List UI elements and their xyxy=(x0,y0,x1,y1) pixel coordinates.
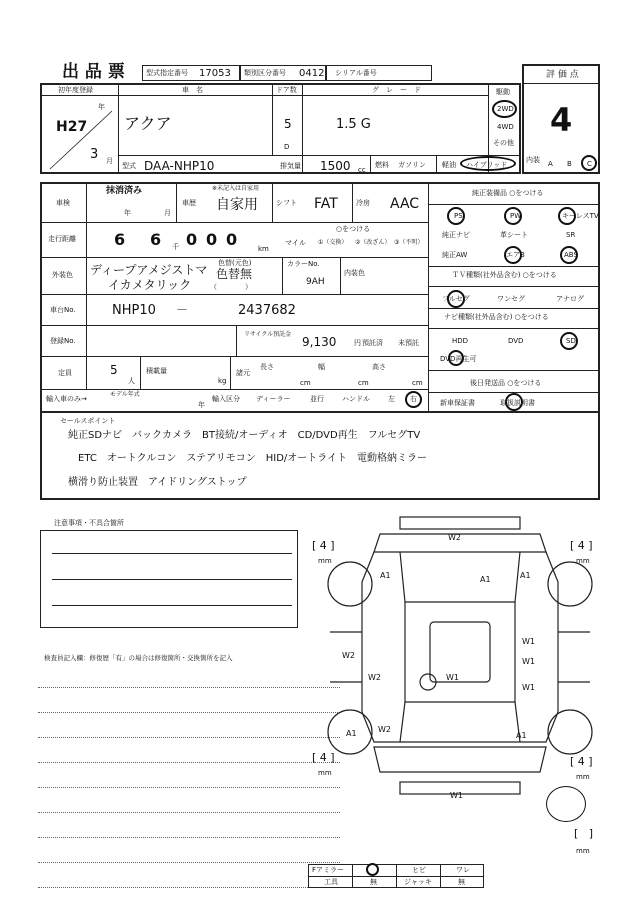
mileage-digit-1: 6 xyxy=(114,230,126,249)
diagram-label-a1-rr: A1 xyxy=(516,731,527,740)
car-diagram xyxy=(310,512,610,812)
chassis-number: 2437682 xyxy=(238,303,296,318)
fuel-hybrid-circle xyxy=(460,156,516,171)
score-value: 4 xyxy=(550,101,573,139)
class-number: 0412 xyxy=(299,68,325,79)
score-label: 評 価 点 xyxy=(546,70,579,80)
doors-value: 5 xyxy=(284,117,292,131)
tire-depth-rl: [ 4 ] xyxy=(312,751,335,764)
repaint-value: 色替無 xyxy=(216,267,253,281)
shift-value: FAT xyxy=(314,196,338,212)
ps-circle xyxy=(447,207,465,225)
exterior-color-line1: ディープアメジストマ xyxy=(90,263,208,277)
slash-divider xyxy=(40,97,120,172)
dvd-play-circle xyxy=(448,350,464,366)
tire-depth-rr: [ 4 ] xyxy=(570,755,593,768)
class-number-box: 類別区分番号 0412 xyxy=(240,65,326,81)
page-title: 出 品 票 xyxy=(62,62,125,82)
sd-circle xyxy=(560,332,578,350)
mileage-digit-2: 6 xyxy=(150,230,162,249)
exterior-color-line2: イカメタリック xyxy=(108,278,192,292)
diagram-label-w1-rd: W1 xyxy=(522,657,535,666)
displacement-value: 1500 xyxy=(320,159,351,173)
diagram-label-w1-rear: W1 xyxy=(450,791,463,800)
inspector-label: 検査員記入欄：修復歴「有」の場合は修復箇所・交換箇所を記入 xyxy=(44,654,233,662)
diagram-label-a1-rl: A1 xyxy=(346,729,357,738)
diagram-label-w1-rf: W1 xyxy=(522,637,535,646)
diagram-label-w1-rr: W1 xyxy=(522,683,535,692)
model-number-box: 型式指定番号 17053 xyxy=(142,65,240,81)
handle-right-circle xyxy=(405,391,422,408)
diagram-label-w2-ld: W2 xyxy=(368,673,381,682)
spare-tire-circle xyxy=(546,786,586,822)
recycle-value: 9,130 xyxy=(302,335,337,349)
diagram-label-w2-rl: W2 xyxy=(378,725,391,734)
type-value: DAA-NHP10 xyxy=(144,159,215,173)
tire-depth-fr: [ 4 ] xyxy=(570,539,593,552)
first-reg-month: 3 xyxy=(90,147,99,162)
diagram-label-w1-roof: W1 xyxy=(446,673,459,682)
fullseg-circle xyxy=(447,290,465,308)
grade-value: 1.5 G xyxy=(336,117,371,132)
model-number: 17053 xyxy=(199,68,231,79)
drive-2wd-circle xyxy=(492,100,517,118)
interior-c-circle xyxy=(581,155,597,171)
vehicle-name: アクア xyxy=(124,114,172,133)
abs-circle xyxy=(560,246,578,264)
spare-depth: [ ] xyxy=(574,827,594,840)
diagram-label-w2-top: W2 xyxy=(448,533,461,542)
diagram-label-a1-fl: A1 xyxy=(380,571,391,580)
body-value: 自家用 xyxy=(216,197,258,213)
sales-line-3: 横滑り防止装置 アイドリングストップ xyxy=(68,477,247,488)
serial-box: シリアル番号 xyxy=(326,65,432,81)
mileage-digit-4: 0 xyxy=(206,230,218,249)
inspection-value: 抹消済み xyxy=(106,186,143,196)
capacity-value: 5 xyxy=(110,363,118,377)
mileage-digit-3: 0 xyxy=(186,230,198,249)
mileage-digit-5: 0 xyxy=(226,230,238,249)
first-reg-label: 初年度登録 xyxy=(58,86,93,94)
caution-label: 注意事項・不具合箇所 xyxy=(54,519,124,527)
tire-depth-fl: [ 4 ] xyxy=(312,539,335,552)
diagram-label-a1-fr: A1 xyxy=(520,571,531,580)
diagram-label-w2-left: W2 xyxy=(342,651,355,660)
color-no-value: 9AH xyxy=(306,277,325,287)
first-reg-year: H27 xyxy=(56,119,88,135)
manual-circle xyxy=(505,393,523,411)
mirror-circle xyxy=(366,863,379,876)
diagram-label-a1-hood: A1 xyxy=(480,575,491,584)
sales-line-2: ETC オートクルコン ステアリモコン HID/オートライト 電動格納ミラー xyxy=(78,453,427,464)
airbag-circle xyxy=(504,246,522,264)
ac-value: AAC xyxy=(390,196,420,212)
chassis-prefix: NHP10 xyxy=(112,303,156,318)
keyless-circle xyxy=(558,207,576,225)
pw-circle xyxy=(504,207,522,225)
sales-line-1: 純正SDナビ バックカメラ BT接続/オーディオ CD/DVD再生 フルセグTV xyxy=(68,430,421,441)
